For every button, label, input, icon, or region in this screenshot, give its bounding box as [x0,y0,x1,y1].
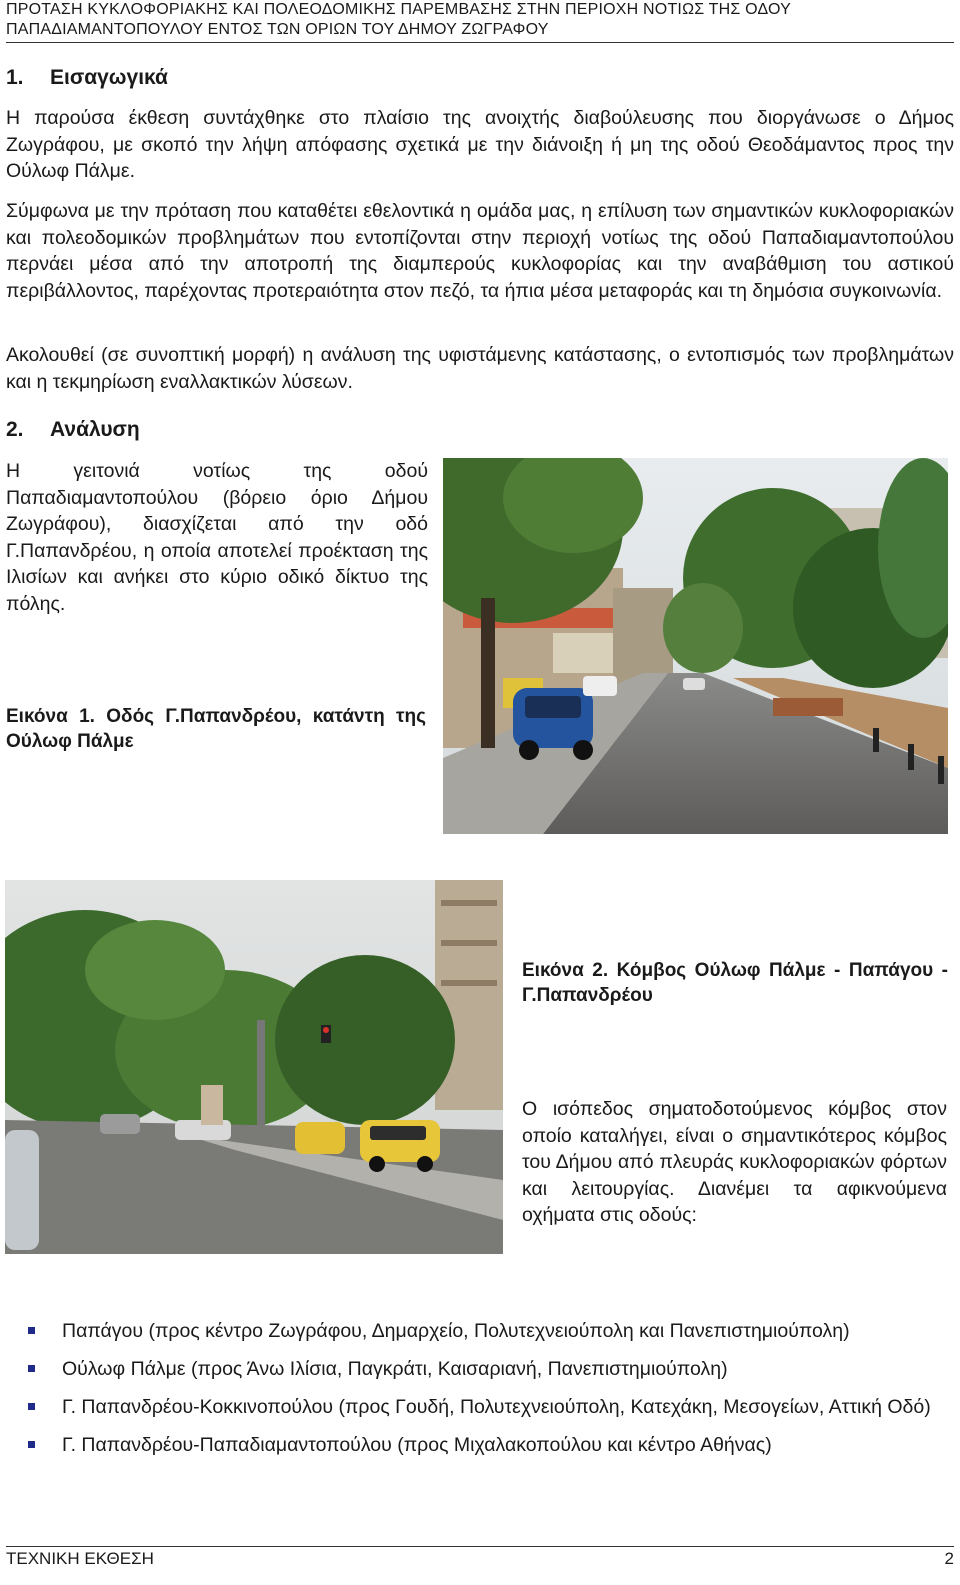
page-number: 2 [944,1549,954,1568]
list-item-text: Ούλωφ Πάλμε (προς Άνω Ιλίσια, Παγκράτι, Καισαριανή, Πανεπιστημιούπολη) [62,1358,728,1380]
list-item [26,1318,954,1344]
header-line-1: ΠΡΟΤΑΣΗ ΚΥΚΛΟΦΟΡΙΑΚΗΣ ΚΑΙ ΠΟΛΕΟΔΟΜΙΚΗΣ ΠΑΡΕΜΒΑΣΗΣ ΣΤΗΝ ΠΕΡΙΟΧΗ ΝΟΤΙΩΣ ΤΗΣ ΟΔΟΥ [6,1,791,18]
list-item [26,1432,954,1458]
header-line-2: ΠΑΠΑΔΙΑΜΑΝΤΟΠΟΥΛΟΥ ΕΝΤΟΣ ΤΩΝ ΟΡΙΩΝ ΤΟΥ ΔΗΜΟΥ ΖΩΓΡΑΦΟΥ [6,21,549,38]
street-photo-1 [443,458,948,834]
section-2-number: 2. [6,418,24,441]
intro-paragraph-2: Σύμφωνα με την πρόταση που καταθέτει εθελοντικά η ομάδα μας, η επίλυση των σημαντικών κυκλοφοριακών και πολεοδομικών προβλημάτων που εντοπίζονται στην περιοχή νοτίως της οδού Παπαδιαμαντοπούλου περνάει μέσα από την αποτροπή της διαμπερούς κυκλοφορίας και την αναβάθμιση του αστικού περιβάλλοντος, παρέχοντας προτεραιότητα στον πεζό, τα ήπια μέσα μεταφοράς και τη δημόσια συγκοινωνία. [6,200,954,302]
section-1-title: Εισαγωγικά [50,66,168,89]
list-item [26,1356,954,1382]
page-header [6,0,954,43]
section-2-title: Ανάλυση [50,418,140,441]
bullet-square-icon [28,1327,35,1334]
footer-title: ΤΕΧΝΙΚΗ ΕΚΘΕΣΗ [6,1549,154,1568]
bullet-square-icon [28,1441,35,1448]
section-2-heading [6,418,140,442]
junction-paragraph: Ο ισόπεδος σηματοδοτούμενος κόμβος στον οποίο καταλήγει, είναι ο σημαντικότερος κόμβος του Δήμου από πλευράς κυκλοφοριακών φόρτων και λειτουργίας. Διανέμει τα αφικνούμενα οχήματα στις οδούς: [522,1098,947,1226]
section-1-number: 1. [6,66,24,89]
bullet-square-icon [28,1403,35,1410]
list-item-text: Γ. Παπανδρέου-Κοκκινοπούλου (προς Γουδή, Πολυτεχνειούπολη, Κατεχάκη, Μεσογείων, Αττική Οδό) [62,1396,931,1418]
junction-photo-2 [5,880,503,1254]
list-item-text: Γ. Παπανδρέου-Παπαδιαμαντοπούλου (προς Μιχαλακοπούλου και κέντρο Αθήνας) [62,1434,772,1456]
list-item [26,1394,954,1420]
figure-1-caption: Εικόνα 1. Οδός Γ.Παπανδρέου, κατάντη της Ούλωφ Πάλμε [6,706,426,752]
list-item-text: Παπάγου (προς κέντρο Ζωγράφου, Δημαρχείο, Πολυτεχνειούπολη και Πανεπιστημιούπολη) [62,1320,850,1342]
page-footer [6,1546,954,1585]
street-list [26,1318,954,1470]
analysis-paragraph: Η γειτονιά νοτίως της οδού Παπαδιαμαντοπούλου (βόρειο όριο Δήμου Ζωγράφου), διασχίζεται από την οδό Γ.Παπανδρέου, η οποία αποτελεί προέκταση της Ιλισίων και ανήκει στο κύριο οδικό δίκτυο της πόλης. [6,460,428,615]
bullet-square-icon [28,1365,35,1372]
figure-2-caption: Εικόνα 2. Κόμβος Ούλωφ Πάλμε - Παπάγου - Γ.Παπανδρέου [522,960,948,1006]
intro-paragraph-3: Ακολουθεί (σε συνοπτική μορφή) η ανάλυση της υφιστάμενης κατάστασης, ο εντοπισμός των προβλημάτων και η τεκμηρίωση εναλλακτικών λύσεων. [6,344,954,393]
intro-paragraph-1: Η παρούσα έκθεση συντάχθηκε στο πλαίσιο της ανοιχτής διαβούλευσης που διοργάνωσε ο Δήμος Ζωγράφου, με σκοπό την λήψη απόφασης σχετικά με την διάνοιξη ή μη της οδού Θεοδάμαντος προς την Ούλωφ Πάλμε. [6,107,954,182]
section-1-heading [6,66,168,90]
